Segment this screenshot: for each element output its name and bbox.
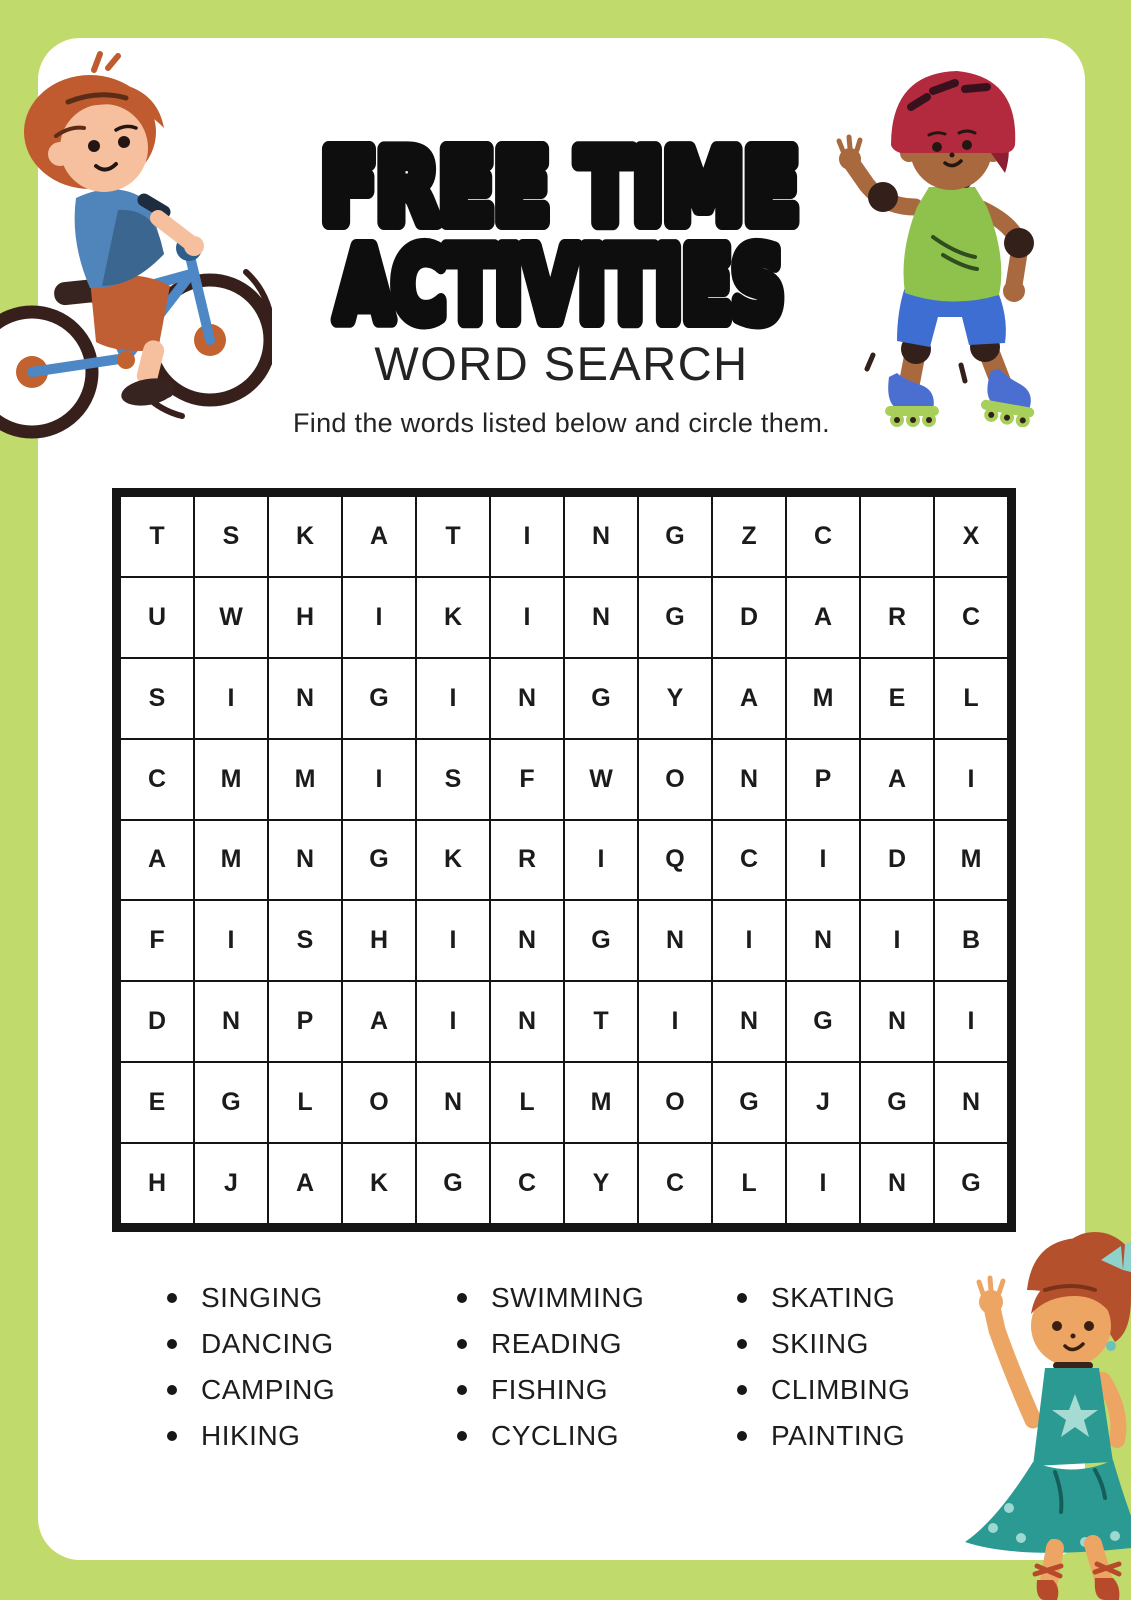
grid-cell: C <box>786 496 860 577</box>
grid-cell: E <box>860 658 934 739</box>
grid-cell: Y <box>638 658 712 739</box>
bullet-icon <box>737 1431 747 1441</box>
grid-cell: K <box>416 577 490 658</box>
grid-cell: G <box>564 658 638 739</box>
grid-cell: L <box>712 1143 786 1224</box>
worksheet-instruction: Find the words listed below and circle them. <box>293 408 830 438</box>
grid-cell: G <box>638 496 712 577</box>
grid-cell: C <box>638 1143 712 1224</box>
bullet-icon <box>737 1385 747 1395</box>
grid-cell: A <box>712 658 786 739</box>
bullet-icon <box>457 1293 467 1303</box>
grid-cell: T <box>564 981 638 1062</box>
word-label: SKIING <box>771 1328 869 1359</box>
word-list-item <box>457 1283 644 1313</box>
word-list-item <box>737 1375 910 1405</box>
grid-cell: N <box>860 981 934 1062</box>
worksheet-title <box>210 118 910 348</box>
grid-cell: I <box>194 900 268 981</box>
word-label: SINGING <box>201 1282 323 1313</box>
word-list-item <box>167 1375 335 1405</box>
grid-cell: A <box>342 981 416 1062</box>
grid-cell: N <box>194 981 268 1062</box>
grid-cell: I <box>194 658 268 739</box>
grid-cell: D <box>860 820 934 901</box>
grid-cell: Q <box>638 820 712 901</box>
word-label: CAMPING <box>201 1374 336 1405</box>
grid-cell: I <box>934 981 1008 1062</box>
grid-cell: E <box>120 1062 194 1143</box>
grid-cell: S <box>268 900 342 981</box>
word-list-item <box>457 1329 644 1359</box>
grid-cell: G <box>638 577 712 658</box>
grid-cell: F <box>120 900 194 981</box>
word-list-item <box>167 1283 335 1313</box>
grid-cell: R <box>860 577 934 658</box>
grid-cell: C <box>120 739 194 820</box>
grid-cell: M <box>268 739 342 820</box>
grid-cell: N <box>712 981 786 1062</box>
grid-cell: A <box>268 1143 342 1224</box>
grid-cell: G <box>194 1062 268 1143</box>
grid-cell: U <box>120 577 194 658</box>
word-label: DANCING <box>201 1328 334 1359</box>
grid-cell: K <box>416 820 490 901</box>
grid-cell: B <box>934 900 1008 981</box>
grid-cell: G <box>860 1062 934 1143</box>
grid-cell: M <box>194 739 268 820</box>
word-column <box>167 1283 335 1451</box>
grid-cell: M <box>786 658 860 739</box>
word-list-item <box>167 1421 335 1451</box>
grid-cell: N <box>638 900 712 981</box>
title-line-2: ACTIVITIES <box>336 227 784 344</box>
word-list-item <box>737 1329 910 1359</box>
grid-cell: O <box>638 1062 712 1143</box>
bullet-icon <box>167 1339 177 1349</box>
grid-cell: N <box>564 577 638 658</box>
word-list-item <box>457 1421 644 1451</box>
word-label: CYCLING <box>491 1420 619 1451</box>
grid-cell: X <box>934 496 1008 577</box>
grid-cell: H <box>120 1143 194 1224</box>
bullet-icon <box>457 1431 467 1441</box>
grid-cell: S <box>194 496 268 577</box>
word-list-item <box>737 1421 910 1451</box>
grid-cell: L <box>490 1062 564 1143</box>
grid-cell: N <box>934 1062 1008 1143</box>
grid-cell: I <box>342 577 416 658</box>
bullet-icon <box>167 1431 177 1441</box>
grid-cell: I <box>416 900 490 981</box>
bullet-icon <box>737 1339 747 1349</box>
grid-cell: G <box>564 900 638 981</box>
grid-cell: N <box>268 820 342 901</box>
grid-cell: C <box>934 577 1008 658</box>
word-label: READING <box>491 1328 623 1359</box>
grid-cell: D <box>120 981 194 1062</box>
grid-cell: I <box>786 820 860 901</box>
word-column <box>737 1283 910 1451</box>
word-label: SWIMMING <box>491 1282 645 1313</box>
grid-cell: N <box>490 981 564 1062</box>
grid-cell: A <box>120 820 194 901</box>
grid-cell: K <box>268 496 342 577</box>
boy-bicycle-illustration <box>0 40 272 454</box>
grid-cell: O <box>638 739 712 820</box>
grid-cell: I <box>416 981 490 1062</box>
grid-cell: D <box>712 577 786 658</box>
word-column <box>457 1283 644 1451</box>
grid-cell: N <box>490 658 564 739</box>
grid-cell: J <box>786 1062 860 1143</box>
grid-cell: C <box>490 1143 564 1224</box>
grid-cell: A <box>786 577 860 658</box>
bullet-icon <box>737 1293 747 1303</box>
grid-cell: O <box>342 1062 416 1143</box>
word-label: HIKING <box>201 1420 301 1451</box>
word-label: PAINTING <box>771 1420 906 1451</box>
grid-cell: I <box>786 1143 860 1224</box>
grid-cell: H <box>268 577 342 658</box>
grid-cell: T <box>416 496 490 577</box>
grid-cell: G <box>712 1062 786 1143</box>
grid-cell: I <box>860 900 934 981</box>
worksheet-subtitle: WORD SEARCH <box>374 337 749 390</box>
word-label: CLIMBING <box>771 1374 911 1405</box>
grid-cell: N <box>786 900 860 981</box>
grid-cell: I <box>934 739 1008 820</box>
grid-cell: N <box>564 496 638 577</box>
grid-cell: L <box>268 1062 342 1143</box>
grid-cell: L <box>934 658 1008 739</box>
grid-cell: I <box>416 658 490 739</box>
bullet-icon <box>457 1385 467 1395</box>
grid-cell: M <box>564 1062 638 1143</box>
grid-cell: N <box>490 900 564 981</box>
grid-cell: W <box>564 739 638 820</box>
grid-cell: I <box>712 900 786 981</box>
grid-cell: F <box>490 739 564 820</box>
bullet-icon <box>457 1339 467 1349</box>
grid-cell: N <box>860 1143 934 1224</box>
grid-cell: N <box>712 739 786 820</box>
grid-cell: G <box>416 1143 490 1224</box>
grid-cell: J <box>194 1143 268 1224</box>
bullet-icon <box>167 1385 177 1395</box>
grid-cell: S <box>120 658 194 739</box>
boy-rollerblading-illustration <box>815 55 1043 427</box>
grid-cell: K <box>342 1143 416 1224</box>
bullet-icon <box>167 1293 177 1303</box>
word-label: SKATING <box>771 1282 896 1313</box>
girl-dancing-illustration <box>935 1228 1131 1600</box>
grid-cell: M <box>194 820 268 901</box>
grid-cell: Y <box>564 1143 638 1224</box>
grid-cell: R <box>490 820 564 901</box>
word-list-item <box>457 1375 644 1405</box>
word-search-grid <box>112 488 1016 1232</box>
grid-cell: M <box>934 820 1008 901</box>
word-list-item <box>737 1283 910 1313</box>
grid-cell: G <box>786 981 860 1062</box>
grid-cell: Z <box>712 496 786 577</box>
grid-cell: I <box>490 496 564 577</box>
grid-cell: I <box>564 820 638 901</box>
title-line-1: FREE TIME <box>321 129 799 246</box>
grid-cell: I <box>638 981 712 1062</box>
grid-cell <box>860 496 934 577</box>
grid-cell: H <box>342 900 416 981</box>
word-list-item <box>167 1329 335 1359</box>
grid-cell: N <box>268 658 342 739</box>
grid-cell: G <box>342 820 416 901</box>
grid-cell: P <box>268 981 342 1062</box>
grid-cell: I <box>490 577 564 658</box>
grid-cell: A <box>860 739 934 820</box>
grid-cell: G <box>934 1143 1008 1224</box>
grid-cell: S <box>416 739 490 820</box>
grid-cell: T <box>120 496 194 577</box>
grid-cell: P <box>786 739 860 820</box>
grid-cell: A <box>342 496 416 577</box>
grid-cell: C <box>712 820 786 901</box>
grid-cell: N <box>416 1062 490 1143</box>
grid-cell: W <box>194 577 268 658</box>
grid-cell: G <box>342 658 416 739</box>
grid-cell: I <box>342 739 416 820</box>
word-label: FISHING <box>491 1374 609 1405</box>
